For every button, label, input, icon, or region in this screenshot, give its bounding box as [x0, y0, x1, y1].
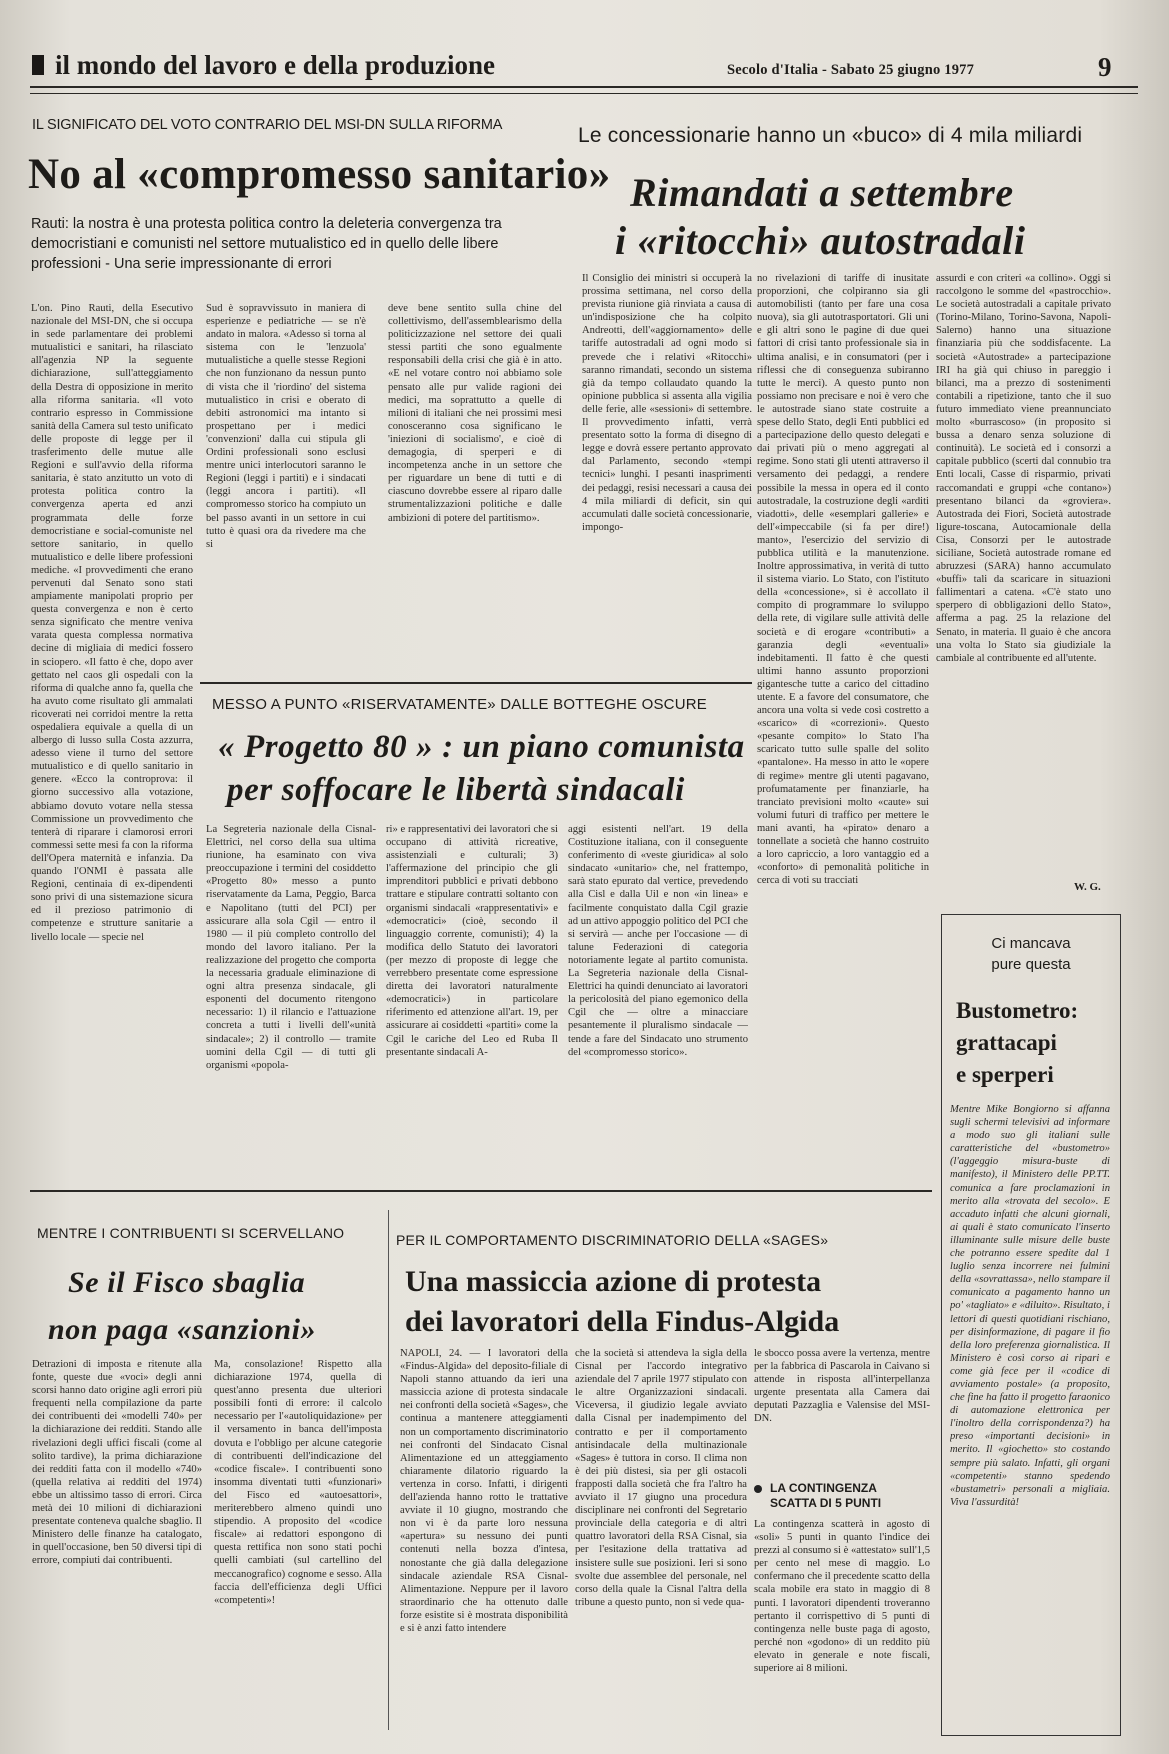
art3-top-rule — [200, 682, 752, 684]
art3-column-1: La Segreteria nazionale della Cisnal-Elettrici, nel corso della sua ultima riunione, ha esaminato con viva preoccupazione i termini del cosiddetto «Progetto 80» messo a punto riservatamente da Lama, Peggio, Barca e Napolitano (tutti del PCI) per assicurare alla sola Cgil — entro il 1980 — il più completo controllo del mondo del lavoro italiano. Per la realizzazione del progetto che comporta la necessaria graduale eliminazione di ogni altra presenza sindacale, gli esponenti del documento ritengono necessario: 1) il rilancio e l'attuazione concreta a tutti i livelli dell'«unità sindacale»; 2) il controllo — tramite uomini della Cgil — di tutti gli organismi «popola- — [206, 824, 376, 1071]
art5-sub-text: La contingenza scatterà in agosto di «soli» 5 punti in quanto l'indice dei prezzi al consumo si è «attestato» sull'1,5 per cento nel mese di maggio. Lo confermano che il precedente scatto della scala mobile era stato in maggio di 8 punti. I lavoratori dipendenti troveranno pertanto il corrispettivo di 5 punti di contingenza nelle buste paga di agosto, perché non «godono» di un reddito più elevato in generale e note fiscali, superiore ai 8 milioni. — [754, 1519, 930, 1675]
bullet-icon — [754, 1485, 762, 1493]
box-headline-line2: grattacapi — [956, 1030, 1057, 1055]
art2-column-1: Il Consiglio dei ministri si occuperà la prossima settimana, nel corso della prevista riunione già rinviata a causa di un'indisposizione che ha colpito Andreotti, dell'«aggiornamento» delle tariffe autostradali ad ogni modo si prevede che i relativi «Ritocchi» saranno rimandati, secondo un sistema già da tempo collaudato quando la opinione pubblica si assenta alla vigilia delle ferie, alle «sessioni» di settembre. Il provvedimento infatti, verrà presentato sotto la forma di disegno di legge e dovrà essere pertanto approvato dal Parlamento, secondo «tempi tecnici» lunghi. I pesanti inasprimenti dei pedaggi, resisi necessari a causa dei 4 mila miliardi di deficit, sin qui accumulati dalle società concessionarie, impongo- — [582, 273, 752, 533]
art4-column-1: Detrazioni di imposta e ritenute alla fonte, queste due «voci» degli anni scorsi hanno dato origine agli errori più frequenti nella compilazione da parte dei contribuenti dei «modelli 740» per la dichiarazione dei redditi. Stando alle rivelazioni degli uffici fiscali (come al solito tardive), la prima dichiarazione dei redditi fatta con il modello «740» (quella relativa ai redditi del 1974) ebbe un altissimo tasso di errori. Circa metà dei 10 milioni di dichiarazioni presentate conteneva qualche sbaglio. Il Ministero delle finanze ha catalogato, in quell'occasione, ben 50 diversi tipi di errore, compiuti dai contribuenti. — [32, 1359, 202, 1567]
art5-column-3: le sbocco possa avere la vertenza, mentre per la fabbrica di Pascarola in Caivano si attende in risposta all'interpellanza urgente presentata alla Camera dai deputati Pazzaglia e Valensise del MSI-DN. — [754, 1348, 930, 1425]
art4-headline-line2: non paga «sanzioni» — [48, 1313, 317, 1346]
header-rule — [30, 86, 1138, 88]
art2-signature: W. G. — [1074, 881, 1101, 893]
art3-column-2: ri» e rappresentativi dei lavoratori che si occupano di attività ricreative, assistenziali e culturali; 3) l'affermazione del principio che gli imprenditori pubblici e privati debbono trattare e stipulare contratti soltanto con organismi sindacali «rappresentativi» e «democratici» (cioè, secondo il linguaggio corrente, comunisti); 4) la modifica dello Statuto dei lavoratori (per mezzo di proposte di legge che verrebbero presentate come espressione diretta dei lavoratori naturalmente «democratici») in particolare riferimento ed attenzione all'art. 19, per assicurare ai cosiddetti «partiti» come la Cgil le cariche del Leo ed Ruba Il presentante sindacali A- — [386, 824, 558, 1058]
art3-headline-line1: « Progetto 80 » : un piano comunista — [218, 729, 745, 765]
art5-column-1: NAPOLI, 24. — I lavoratori della «Findus-Algida» del deposito-filiale di Napoli stanno attuando da ieri una massiccia azione di protesta sindacale nei confronti della società «Sages», che continua a mantenere atteggiamenti non un comportamento discriminatorio nei confronti del Sindacato Cisnal Alimentazione ed un atteggiamento chiaramente dilatorio riguardo la vertenza in corso. Infatti, i dirigenti dell'azienda hanno rotto le trattative avviate il 10 giugno, mostrando che non vi è da parte loro nessuna «apertura» su nessuno dei punti contenuti nella bozza d'intesa, nonostante che già dalla delegazione sindacale aziendale RSA Cisnal-Alimentazione. Neppure per il lavoro straordinario che ha ottenuto dalle forze esistite si è mostrata disponibilità e si è anzi fatto intendere — [400, 1348, 568, 1634]
art5-subhead-line2: SCATTA DI 5 PUNTI — [770, 1496, 882, 1510]
art5-subhead-line1: LA CONTINGENZA — [770, 1481, 877, 1495]
art4-column-2: Ma, consolazione! Rispetto alla dichiarazione 1974, quella di quest'anno presenta due ulteriori possibili fonti di errore: il calcolo necessario per l'«autoliquidazione» per il versamento in banca dell'imposta dovuta e l'obbligo per alcune categorie di contribuenti dell'indicazione del «codice fiscale». I contribuenti sono insomma diventati tutti «funzionari» del Fisco ed «autoesattori», meriterebbero almeno quindi uno stipendio. A proposito del «codice fiscale» ai redattori espongono di questa rettifica non sono stati pochi quelli cambiati (sul cartellino del meccanografico) cognome e sesso. Alla faccia dell'efficienza degli Uffici «competenti»! — [214, 1359, 382, 1606]
header-rule-thin — [30, 93, 1138, 94]
art5-column-2: che la società si attendeva la sigla della Cisnal per l'accordo integrativo aziendale del 7 aprile 1977 stipulato con le altre Organizzazioni sindacali. Viceversa, il giudizio legale avviato dalla Cisnal per inadempimento del contratto e per il comportamento antisindacale della multinazionale «Sages» è tuttora in corso. Il clima non è dei più distesi, sia per gli ostacoli frapposti dalla società che fra l'altro ha avviato il 17 giugno una procedura disciplinare nei confronti del Segretario provinciale della categoria e di altri quattro lavoratori della RSA Cisnal, sia per l'esitazione della trattativa ad insistere sulle sue posizioni. Ieri si sono svolte due assemblee del personale, nel corso della quale la Cisnal l'altra della tribune a questo punto, non si vede qua- — [575, 1348, 747, 1608]
box-headline-line3: e sperperi — [956, 1062, 1054, 1087]
art3-kicker: MESSO A PUNTO «RISERVATAMENTE» DALLE BOTTEGHE OSCURE — [212, 696, 707, 713]
box-kicker-line2: pure questa — [991, 956, 1071, 973]
art3-column-3: aggi esistenti nell'art. 19 della Costituzione italiana, con il conseguente conferimento di «veste giuridica» al solo sindacato «unitario» che, nel frattempo, sarà stato epurato dal vertice, prevedendo alla Cisl e dalla Uil e non «in linea» e facilmente conquistato dalla Cgil grazie ad un attivo appoggio politico del PCI che si servirà — anche per l'occasione — di talune Federazioni di categoria notoriamente legate al partito comunista. La Segreteria nazionale della Cisnal-Elettrici ha quindi denunciato ai lavoratori la pericolosità del piano egemonico della Cgil che — oltre a minacciare pesantemente il pluralismo sindacale — tende a fare del Sindacato uno strumento del «compromesso storico». — [568, 824, 748, 1058]
lower-divider — [388, 1210, 389, 1730]
sidebar-box — [941, 914, 1121, 1736]
section-title: il mondo del lavoro e della produzione — [55, 50, 496, 80]
art2-kicker: Le concessionarie hanno un «buco» di 4 mila miliardi — [578, 124, 1083, 147]
art2-column-3: assurdi e con criteri «a collino». Oggi si raccolgono le somme del «pastrocchio». Le società autostradali a capitale privato (Torino-Milano, Torino-Savona, Napoli-Salerno) hanno una situazione finanziaria più che soddisfacente. La società «Autostrade» a partecipazione IRI ha già qui chiuso in pareggio i bilanci, ma a prezzo di sostenimenti contabili a ripetizione, tanto che il suo futuro immediato viene preannunciato molto «burrascoso» (in proposito si bussa a denaro senza soluzione di continuità). Le società ed i consorzi a capitale pubblico (scerti dal connubio tra Enti locali, Casse di risparmio, privati raccomandati e gruppi «che contano») presentano bilanci da «groviera». Autostrada dei Fiori, Società autostrade ligure-toscana, Autocamionale della Cisa, Consorzi per le autostrade siciliane, Società autostrade romane ed abruzzesi (SARA) hanno accumulato «buffi» tali da scaricare in situazioni fallimentari a catena. «C'è stato uno sperpero di obbligazioni dello Stato», afferma a pag. 25 la relazione del Senato, in materia. Il guaio è che ancora una volta lo Stato sia giudiziale la cambiale al contribuente ed all'utente. — [936, 273, 1111, 664]
art1-column-2: Sud è sopravvissuto in maniera di esperienze e pediatriche — se n'è andato in malora. «Adesso si torna al sistema con le 'lenzuola' mutualistiche a quelle stesse Regioni che non funzionano da nessun punto di vista che il 'riordino' del sistema mutualistico in crisi e oberato di debiti astronomici ma intanto si prospettano per i medici 'convenzioni' dalla cui stipula gli Ordini professionali sono esclusi mentre unici interlocutori saranno le Regioni (leggi i partiti) e i sindacati (leggi ancora i partiti). «Il compromesso storico ha compiuto un bel passo avanti in un settore in cui tutto è quasi ora da rivedere ma che si — [206, 303, 366, 550]
lower-rule — [30, 1190, 932, 1192]
art1-kicker: IL SIGNIFICATO DEL VOTO CONTRARIO DEL MSI-DN SULLA RIFORMA — [32, 117, 503, 133]
art5-kicker: PER IL COMPORTAMENTO DISCRIMINATORIO DELLA «SAGES» — [396, 1232, 829, 1248]
art4-kicker: MENTRE I CONTRIBUENTI SI SCERVELLANO — [37, 1225, 345, 1241]
art3-headline-line2: per soffocare le libertà sindacali — [227, 772, 685, 808]
box-text: Mentre Mike Bongiorno si affanna sugli schermi televisivi ad informare a modo suo gli italiani sulle caratteristiche del «bustometro» (l'aggeggio misura-buste di manifesto), il Ministero delle PP.TT. comunica a fare proclamazioni in merito alla «trovata del secolo». E accaduto infatti che alcuni giornali, ai quali è stato comunicato l'inserto illuminante sulle misure delle buste che potranno essere spedite dal 1 luglio senza incorrere nei fulmini della «sovrattassa», nello stampare il comunicato a pagamento hanno un po' «tagliato» e «diluito». Risultato, i lettori di questi quotidiani rischiano, per disinformazione, di pagare il fio della loro preferenza giornalistica. Il Ministero è così corso ai ripari e come già fece per il «codice di avviamento postale» (a proposito, che fine ha fatto il progetto faraonico di automazione elettronica per l'inoltro della corrispondenza?) ha preso «importanti decisioni» in merito. Il «giochetto» sto costando sempre più salato. Infatti, gli organi «competenti» stanno spedendo «bustametri» personali a migliaia. Viva l'assurdità! — [950, 1104, 1110, 1508]
art2-column-2: no rivelazioni di tariffe di inusitate proporzioni, che colpiranno sia gli automobilisti (tanto per fare una cosa nuova), sia gli autotrasportatori. Gli uni e gli altri sono le pagine di due quei fattori di crisi tanto professionale sia in ultima analisi, e in consumatori (per i riflessi che di conseguenza subiranno tutte le merci). A questo punto non possiamo non precisare e noi è vero che le autostrade siano state costruite a spese dello Stato, degli Enti pubblici ed a partecipazione dello questo delegati e dai privati più o meno aggregati al regime. Sono stati gli utenti attraverso il versamento dei pedaggi, a rendere possibile la messa in opera ed il conto autostradale, la costruzione degli «arditi viadotti», delle «esemplari gallerie» e dell'«impeccabile (si fa per dire!) manto», l'esercizio del servizio di pubblica utilità e la manutenzione. Inoltre approssimativa, in verità di tutto il sistema viario. Lo Stato, con l'istituto della «concessione», si è accollato il compito di programmare lo sviluppo della rete, di vigilare sulle attività delle società e di erogare «contributi» a garanzia degli «eventuali» indebitamenti. Il fatto è che questi ultimi hanno assunto proporzioni gigantesche tutte a carico del cittadino utente. E a favore del consumatore, che ancora una volta si vede così costretto a «scarico» di «correzioni». Questo «pesante compito» lo Stato l'ha scaricato tutto sulle spalle del solito «pantalone». Ha messo in atto le «opere di regime» mentre gli utenti pagavano, profumatamente per finanziarle, ha tranciato previsioni molto «caute» sui volumi futuri di traffico per mettere le mani avanti, ha «pirato» denaro a tonnellate a società che hanno costruito a loro capriccio, a loro vantaggio ed a «conforto» di pemonalità politiche in cerca di voti su tracciati — [757, 273, 929, 887]
art1-column-3: deve bene sentito sulla chine del collettivismo, dell'assemblearismo della politicizzazione nel settore dei quali stessi partiti che sono egualmente responsabili della crisi che già è in atto. «E nel votare contro noi abbiamo sole pensato alle pur valide ragioni dei medici, ma soprattutto a quelle di milioni di italiani che nei prossimi mesi conosceranno cosa significano le 'iniezioni di socialismo', e cioè di demagogia, di sperperi e di incompetenza anche in un settore che per riguardare un bene di tutti e di ciascuno dovrebbe essere al riparo dalle strumentalizzazioni politiche e dalle ambizioni di potere del partitismo». — [388, 303, 562, 524]
art2-headline-line2: i «ritocchi» autostradali — [615, 218, 1026, 263]
art5-headline-line1: Una massiccia azione di protesta — [405, 1265, 822, 1298]
art5-headline-line2: dei lavoratori della Findus-Algida — [405, 1305, 840, 1338]
section-bullet — [32, 55, 44, 75]
art4-headline-line1: Se il Fisco sbaglia — [68, 1266, 306, 1299]
art1-column-1: L'on. Pino Rauti, della Esecutivo nazionale del MSI-DN, che si occupa in sede parlamentare dei problemi mutualistici e sanitari, ha rilasciato all'agenzia NP la seguente dichiarazione, sull'atteggiamento della Destra di opposizione in merito alla riforma sanitaria. «Il voto contrario espresso in Commissione sanità della Camera sul testo unificato delle proposte di legge per il trasferimento delle mutue alle Regioni e sull'avvio della riforma sanitaria, è stato anzitutto un voto di protesta politica contro la convergenza aperta ed anzi programmata delle forze democristiane e social-comuniste nel settore sanitario, in quello mutualistico e delle libere professioni mediche. «I provvedimenti che erano pervenuti dal Senato sono stati ampiamente manipolati proprio per questa convergenza e non è certo senza significato che mentre veniva varata questa complessa normativa decine di migliaia di medici fossero in sciopero. «Il fatto è che, dopo aver gettato nel caos gli ospedali con la riforma di qualche anno fa, quella che ha avuto come risultato gli ammalati ricoverati nei corridoi mentre la retta ospedaliera equivale a quella di un albergo di lusso sulla Costa azzurra, adesso viene il turno del settore mutualistico e di quello sanitario in genere. «Ecco la controprova: il giorno successivo alla votazione, abbiamo dovuto votare nella stessa Commissione un provvedimento che tenterà di riparare i clamorosi errori commessi sette mesi fa con la riforma dell'Opera maternità e infanzia. Da quando l'ONMI è passata alle Regioni, centinaia di ex-dipendenti sono privi di una sistemazione sicura ed il prezioso patrimonio di competenze e strutture sanitarie a livello locale — specie nel — [31, 303, 193, 943]
box-headline-line1: Bustometro: — [956, 998, 1079, 1023]
dateline: Secolo d'Italia - Sabato 25 giugno 1977 — [727, 62, 975, 78]
page-number: 9 — [1098, 52, 1112, 82]
box-kicker-line1: Ci mancava — [991, 935, 1071, 952]
art2-headline-line1: Rimandati a settembre — [630, 170, 1014, 215]
art1-deck: Rauti: la nostra è una protesta politica contro la deleteria convergenza tra democristiani e comunisti nel settore mutualistico ed in quello delle libere professioni - Una serie impressionante di errori — [31, 216, 502, 272]
art1-headline: No al «compromesso sanitario» — [28, 151, 611, 198]
